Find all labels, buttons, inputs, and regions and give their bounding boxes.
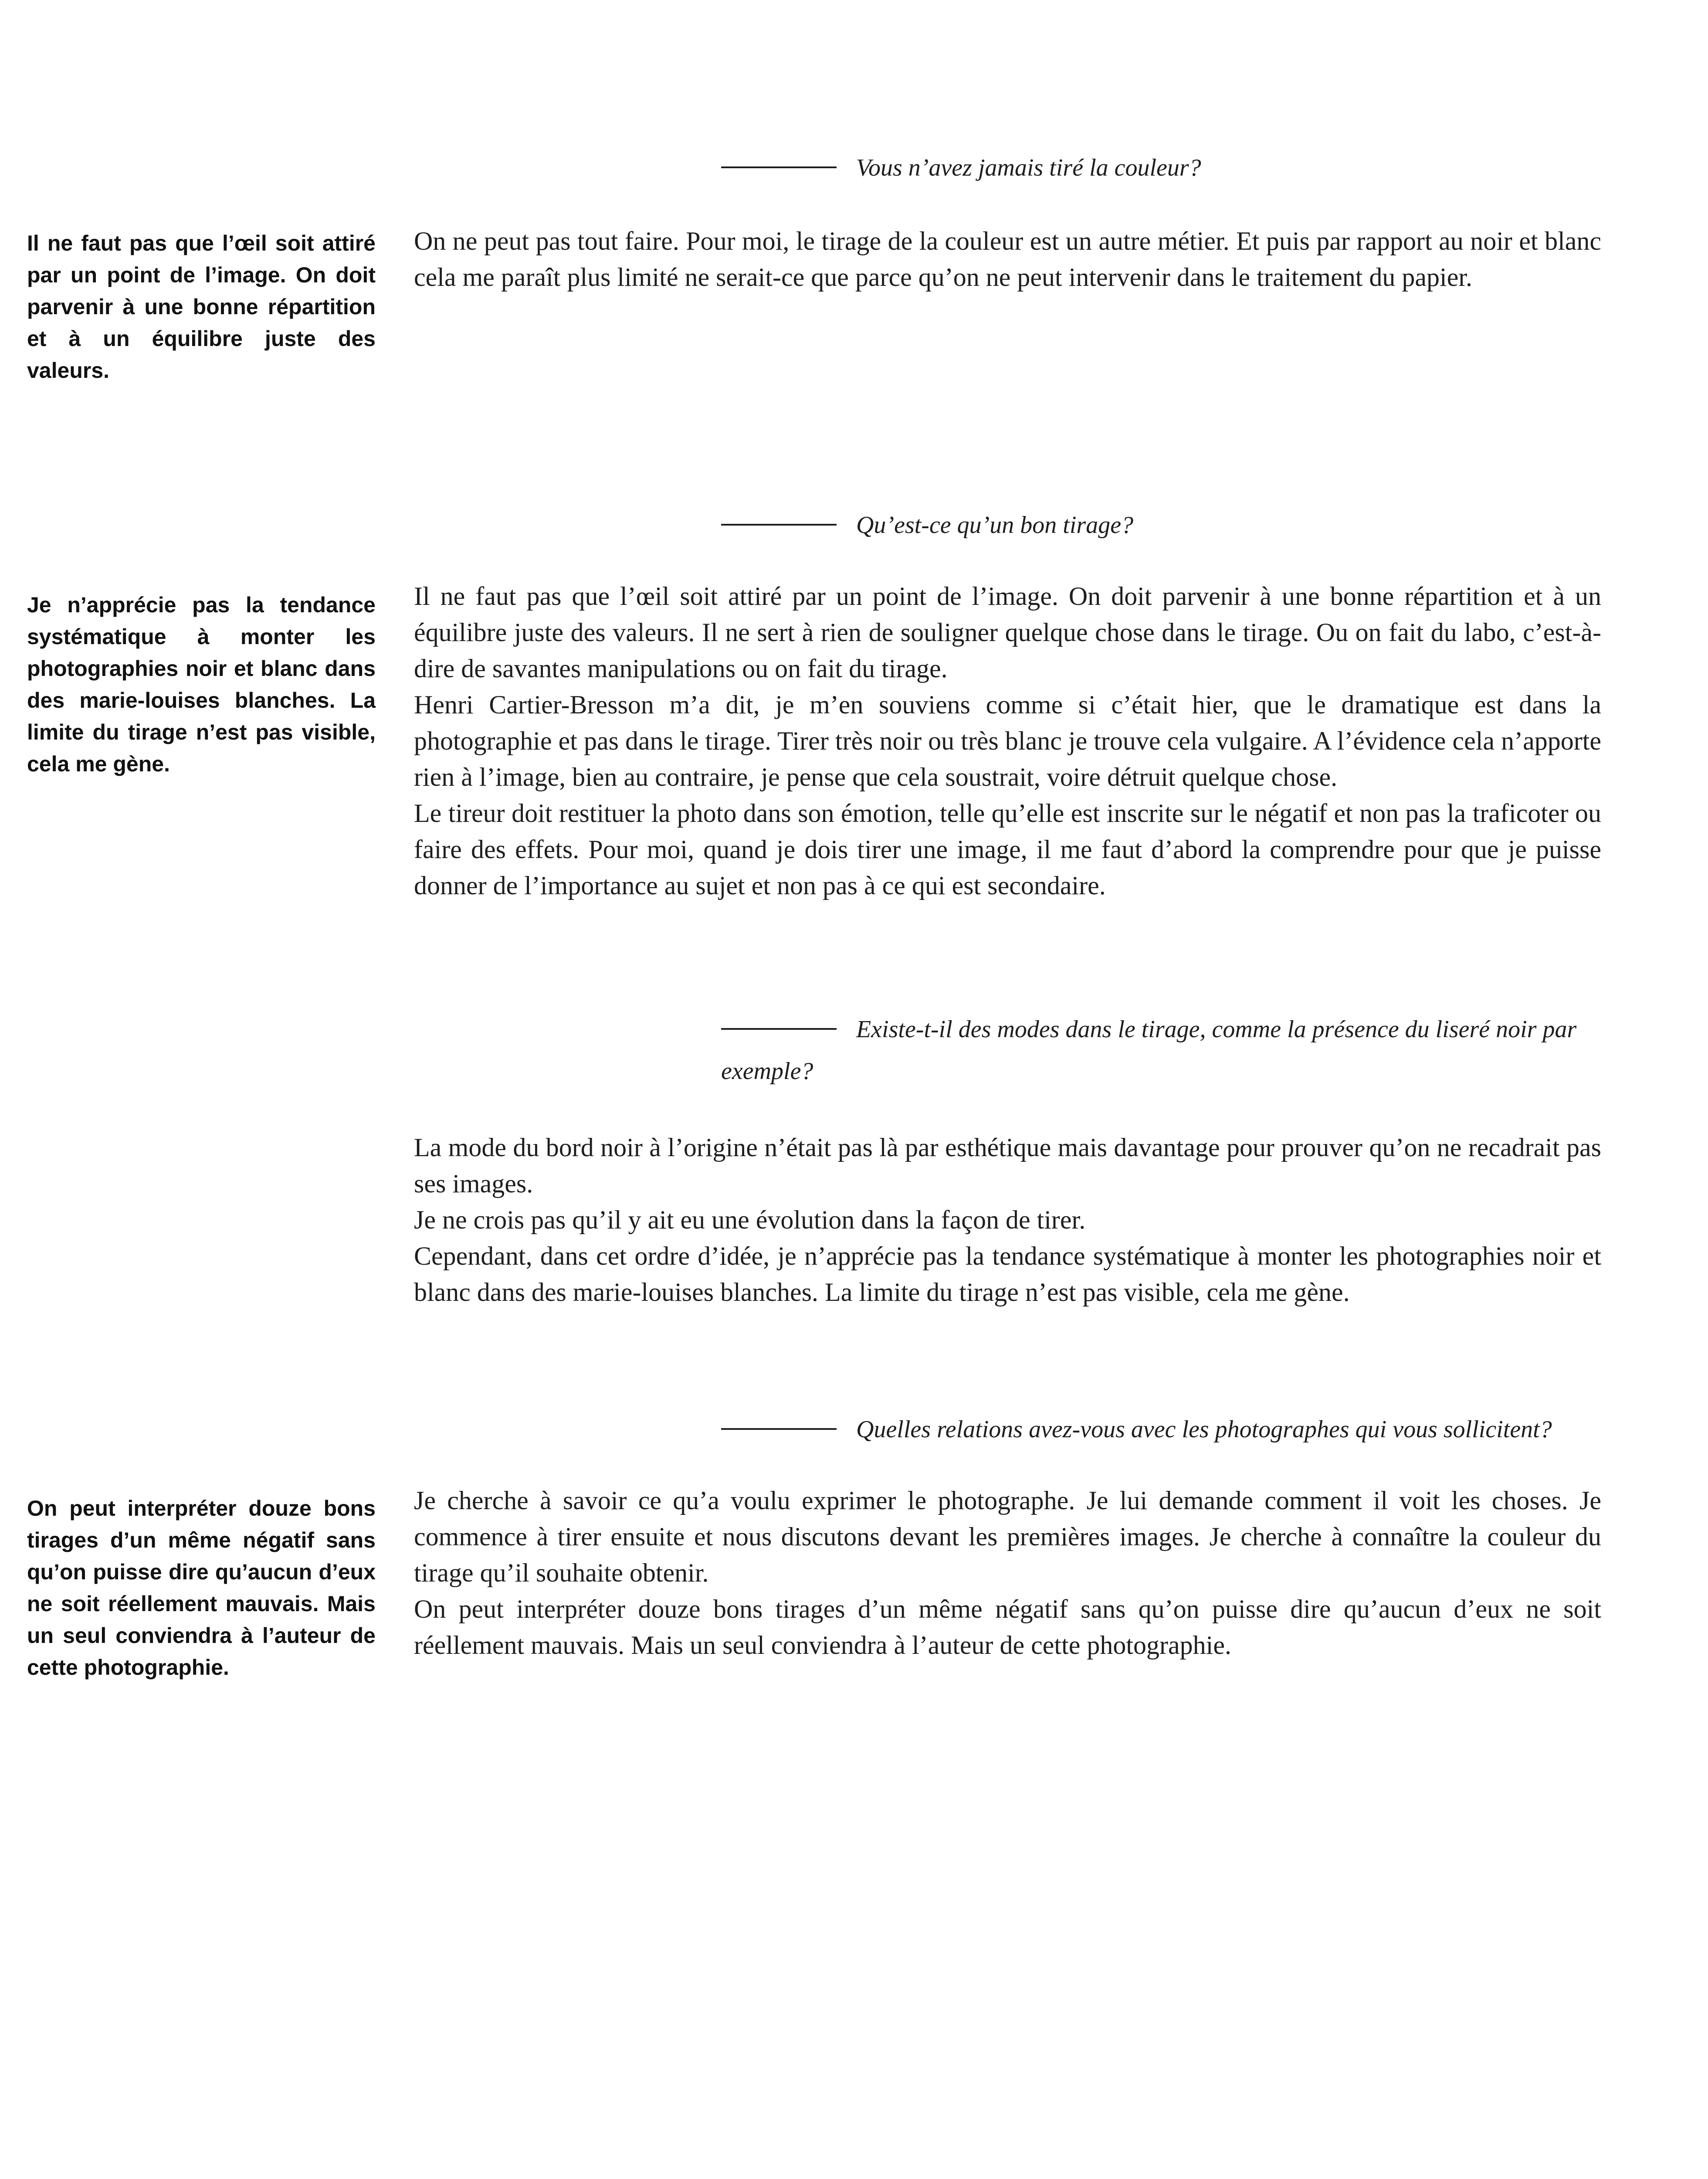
question-rule [721, 524, 837, 526]
pullquote-marie-louises: Je n’apprécie pas la tendance systématique à monter les photographies noir et blanc dans des marie-louises blanches. La limite du tirage n’est pas visible, cela me gène. [27, 593, 376, 776]
answer-couleur [414, 223, 1601, 295]
answer-relations [414, 1483, 1601, 1663]
pullquote-oeil: Il ne faut pas que l’œil soit attiré par un point de l’image. On doit parvenir à une bonne répartition et à un équilibre juste des valeurs. [27, 231, 376, 383]
question-text: Existe-t-il des modes dans le tirage, comme la présence du liseré noir par exemple? [721, 1016, 1577, 1085]
answer-paragraph: Henri Cartier-Bresson m’a dit, je m’en souviens comme si c’était hier, que le dramatique est dans la photographie et pas dans le tirage. Tirer très noir ou très blanc je trouve cela vulgaire. A l’évidence cela n’apporte rien à l’image, bien au contraire, je pense que cela soustrait, voire détruit quelque chose. [414, 690, 1601, 791]
pullquote-douze-tirages: On peut interpréter douze bons tirages d’un même négatif sans qu’on puisse dire qu’aucun d’eux ne soit réellement mauvais. Mais un seul conviendra à l’auteur de cette photographie. [27, 1496, 376, 1680]
answer-modes [414, 1130, 1601, 1310]
question-bon-tirage [721, 504, 1603, 546]
answer-paragraph: On ne peut pas tout faire. Pour moi, le tirage de la couleur est un autre métier. Et puis par rapport au noir et blanc cela me paraît plus limité ne serait-ce que parce qu’on ne peut intervenir dans le traitement du papier. [414, 227, 1601, 292]
question-text: Quelles relations avez-vous avec les photographes qui vous sollicitent? [856, 1416, 1552, 1443]
question-rule [721, 1028, 837, 1030]
answer-paragraph: Je cherche à savoir ce qu’a voulu exprimer le photographe. Je lui demande comment il voit les choses. Je commence à tirer ensuite et nous discutons devant les premières images. Je cherche à connaître la couleur du tirage qu’il souhaite obtenir. [414, 1486, 1601, 1587]
question-text: Qu’est-ce qu’un bon tirage? [856, 512, 1134, 539]
question-relations [721, 1409, 1603, 1450]
question-modes [721, 1008, 1603, 1092]
question-rule [721, 166, 837, 168]
question-text: Vous n’avez jamais tiré la couleur? [856, 154, 1201, 181]
answer-paragraph: Cependant, dans cet ordre d’idée, je n’apprécie pas la tendance systématique à monter les photographies noir et blanc dans des marie-louises blanches. La limite du tirage n’est pas visible, cela me gène. [414, 1242, 1601, 1307]
answer-paragraph: Je ne crois pas qu’il y ait eu une évolution dans la façon de tirer. [414, 1205, 1086, 1234]
answer-paragraph: On peut interpréter douze bons tirages d’un même négatif sans qu’on puisse dire qu’aucun d’eux ne soit réellement mauvais. Mais un seul conviendra à l’auteur de cette photographie. [414, 1595, 1601, 1660]
answer-paragraph: Le tireur doit restituer la photo dans son émotion, telle qu’elle est inscrite sur le négatif et non pas la traficoter ou faire des effets. Pour moi, quand je dois tirer une image, il me faut d’abord la comprendre pour que je puisse donner de l’importance au sujet et non pas à ce qui est secondaire. [414, 799, 1601, 900]
question-couleur [721, 147, 1603, 189]
answer-bon-tirage [414, 578, 1601, 904]
question-rule [721, 1428, 837, 1430]
answer-paragraph: La mode du bord noir à l’origine n’était pas là par esthétique mais davantage pour prouver qu’on ne recadrait pas ses images. [414, 1133, 1601, 1198]
answer-paragraph: Il ne faut pas que l’œil soit attiré par un point de l’image. On doit parvenir à une bonne répartition et à un équilibre juste des valeurs. Il ne sert à rien de souligner quelque chose dans le tirage. Ou on fait du labo, c’est-à-dire de savantes manipulations ou on fait du tirage. [414, 582, 1601, 683]
